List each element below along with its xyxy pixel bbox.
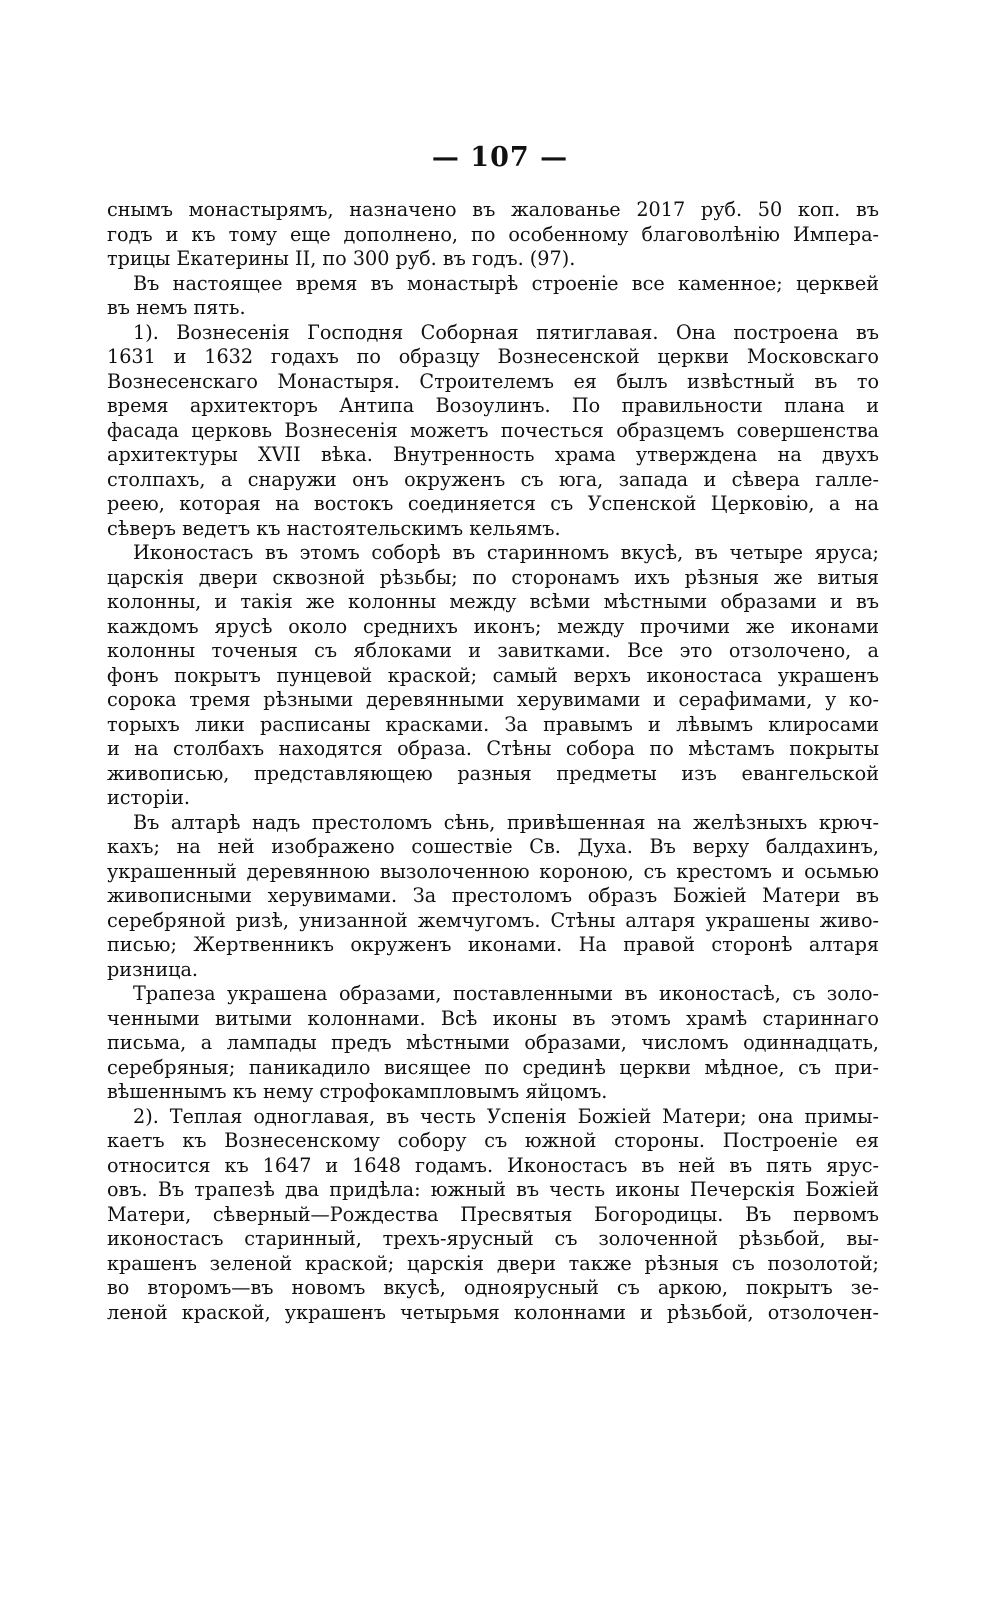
text-line: каетъ къ Вознесенскому собору съ южной стороны. Построеніе ея	[107, 1129, 879, 1152]
text-line: 2). Теплая одноглавая, въ честь Успенія Божіей Матери; она примы-	[133, 1104, 879, 1128]
text-line: иконостасъ старинный, трехъ-ярусный съ золоченной рѣзьбой, вы-	[107, 1227, 879, 1250]
text-line: трицы Екатерины II, по 300 руб. въ годъ. (97).	[107, 247, 576, 270]
text-line: Вознесенскаго Монастыря. Строителемъ ея былъ извѣстный въ то	[107, 369, 879, 393]
text-line: живописью, представляющею разныя предметы изъ евангельской	[107, 761, 879, 785]
text-line: царскія двери сквозной рѣзьбы; по сторонамъ ихъ рѣзныя же витыя	[107, 565, 879, 589]
text-line: сѣверъ ведетъ къ настоятельскимъ кельямъ.	[107, 516, 561, 540]
text-line: исторіи.	[107, 786, 191, 809]
text-line: вѣшеннымъ къ нему строфокампловымъ яйцомъ.	[107, 1080, 608, 1103]
text-line: и на столбахъ находятся образа. Стѣны собора по мѣстамъ покрыты	[107, 737, 879, 760]
text-line: Иконостасъ въ этомъ соборѣ въ старинномъ вкусѣ, въ четыре яруса;	[133, 541, 879, 564]
paragraph	[107, 541, 879, 811]
text-line: серебряныя; паникадило висящее по срединѣ церкви мѣдное, съ при-	[107, 1055, 879, 1079]
text-line: письма, а лампады предъ мѣстными образами, числомъ одиннадцать,	[107, 1031, 879, 1054]
text-line: кахъ; на ней изображено сошествіе Св. Духа. Въ верху балдахинъ,	[107, 835, 879, 858]
paragraph	[107, 811, 879, 983]
text-line: ченными витыми колоннами. Всѣ иконы въ этомъ храмѣ стариннаго	[107, 1006, 879, 1030]
text-line: во второмъ—въ новомъ вкусѣ, одноярусный съ аркою, покрытъ зе-	[107, 1276, 879, 1299]
text-line: торыхъ лики расписаны красками. За правымъ и лѣвымъ клиросами	[107, 712, 879, 736]
text-line: каждомъ ярусѣ около среднихъ иконъ; между прочими же иконами	[107, 614, 879, 638]
text-line: колонны точеныя съ яблоками и завитками. Все это отзолочено, а	[107, 639, 879, 662]
text-line: сорока тремя рѣзными деревянными херувимами и серафимами, у ко-	[107, 688, 879, 711]
text-line: время архитекторъ Антипа Возоулинъ. По правильности плана и	[107, 394, 879, 417]
text-line: Въ алтарѣ надъ престоломъ сѣнь, привѣшенная на желѣзныхъ крюч-	[133, 810, 879, 834]
text-line: ризница.	[107, 957, 198, 981]
paragraph	[107, 321, 879, 542]
text-line: живописными херувимами. За престоломъ образъ Божіей Матери въ	[107, 884, 879, 907]
text-line: столпахъ, а снаружи онъ окруженъ съ юга, запада и сѣвера галле-	[107, 467, 879, 491]
paragraph	[107, 1105, 879, 1326]
text-line: архитектуры XVII вѣка. Внутренность храма утверждена на двухъ	[107, 443, 879, 466]
text-line: реею, которая на востокъ соединяется съ Успенской Церковію, а на	[107, 492, 879, 515]
paragraph	[107, 982, 879, 1105]
text-line: овъ. Въ трапезѣ два придѣла: южный въ честь иконы Печерскія Божіей	[107, 1178, 879, 1201]
paragraph	[107, 272, 879, 321]
text-line: украшенный деревянною вызолоченною короною, съ крестомъ и осьмью	[107, 859, 879, 883]
text-line: писью; Жертвенникъ окруженъ иконами. На правой сторонѣ алтаря	[107, 933, 879, 956]
text-line: крашенъ зеленой краской; царскія двери также рѣзныя съ позолотой;	[107, 1251, 879, 1275]
text-line: колонны, и такія же колонны между всѣми мѣстными образами и въ	[107, 590, 879, 613]
text-line: Въ настоящее время въ монастырѣ строеніе все каменное; церквей	[133, 271, 879, 295]
paragraph	[107, 198, 879, 272]
text-line: годъ и къ тому еще дополнено, по особенному благоволѣнію Импера-	[107, 222, 879, 246]
text-line: фонъ покрытъ пунцевой краской; самый верхъ иконостаса украшенъ	[107, 663, 879, 687]
text-line: Матери, сѣверный—Рождества Пресвятыя Богородицы. Въ первомъ	[107, 1202, 879, 1226]
text-line: относится къ 1647 и 1648 годамъ. Иконостасъ въ ней въ пять ярус-	[107, 1153, 879, 1177]
text-line: фасада церковь Вознесенія можетъ почесться образцемъ совершенства	[107, 418, 879, 442]
page-number: — 107 —	[431, 142, 569, 173]
text-line: снымъ монастырямъ, назначено въ жалованье 2017 руб. 50 коп. въ	[107, 198, 879, 221]
text-line: Трапеза украшена образами, поставленными въ иконостасѣ, съ золо-	[133, 982, 879, 1005]
body-text	[107, 198, 879, 1325]
text-line: серебряной ризѣ, унизанной жемчугомъ. Стѣны алтаря украшены живо-	[107, 908, 879, 932]
text-line: 1631 и 1632 годахъ по образцу Вознесенской церкви Московскаго	[107, 345, 879, 368]
text-line: леной краской, украшенъ четырьмя колоннами и рѣзьбой, отзолочен-	[107, 1300, 879, 1324]
text-line: въ немъ пять.	[107, 296, 246, 319]
text-line: 1). Вознесенія Господня Соборная пятиглавая. Она построена въ	[133, 320, 879, 344]
